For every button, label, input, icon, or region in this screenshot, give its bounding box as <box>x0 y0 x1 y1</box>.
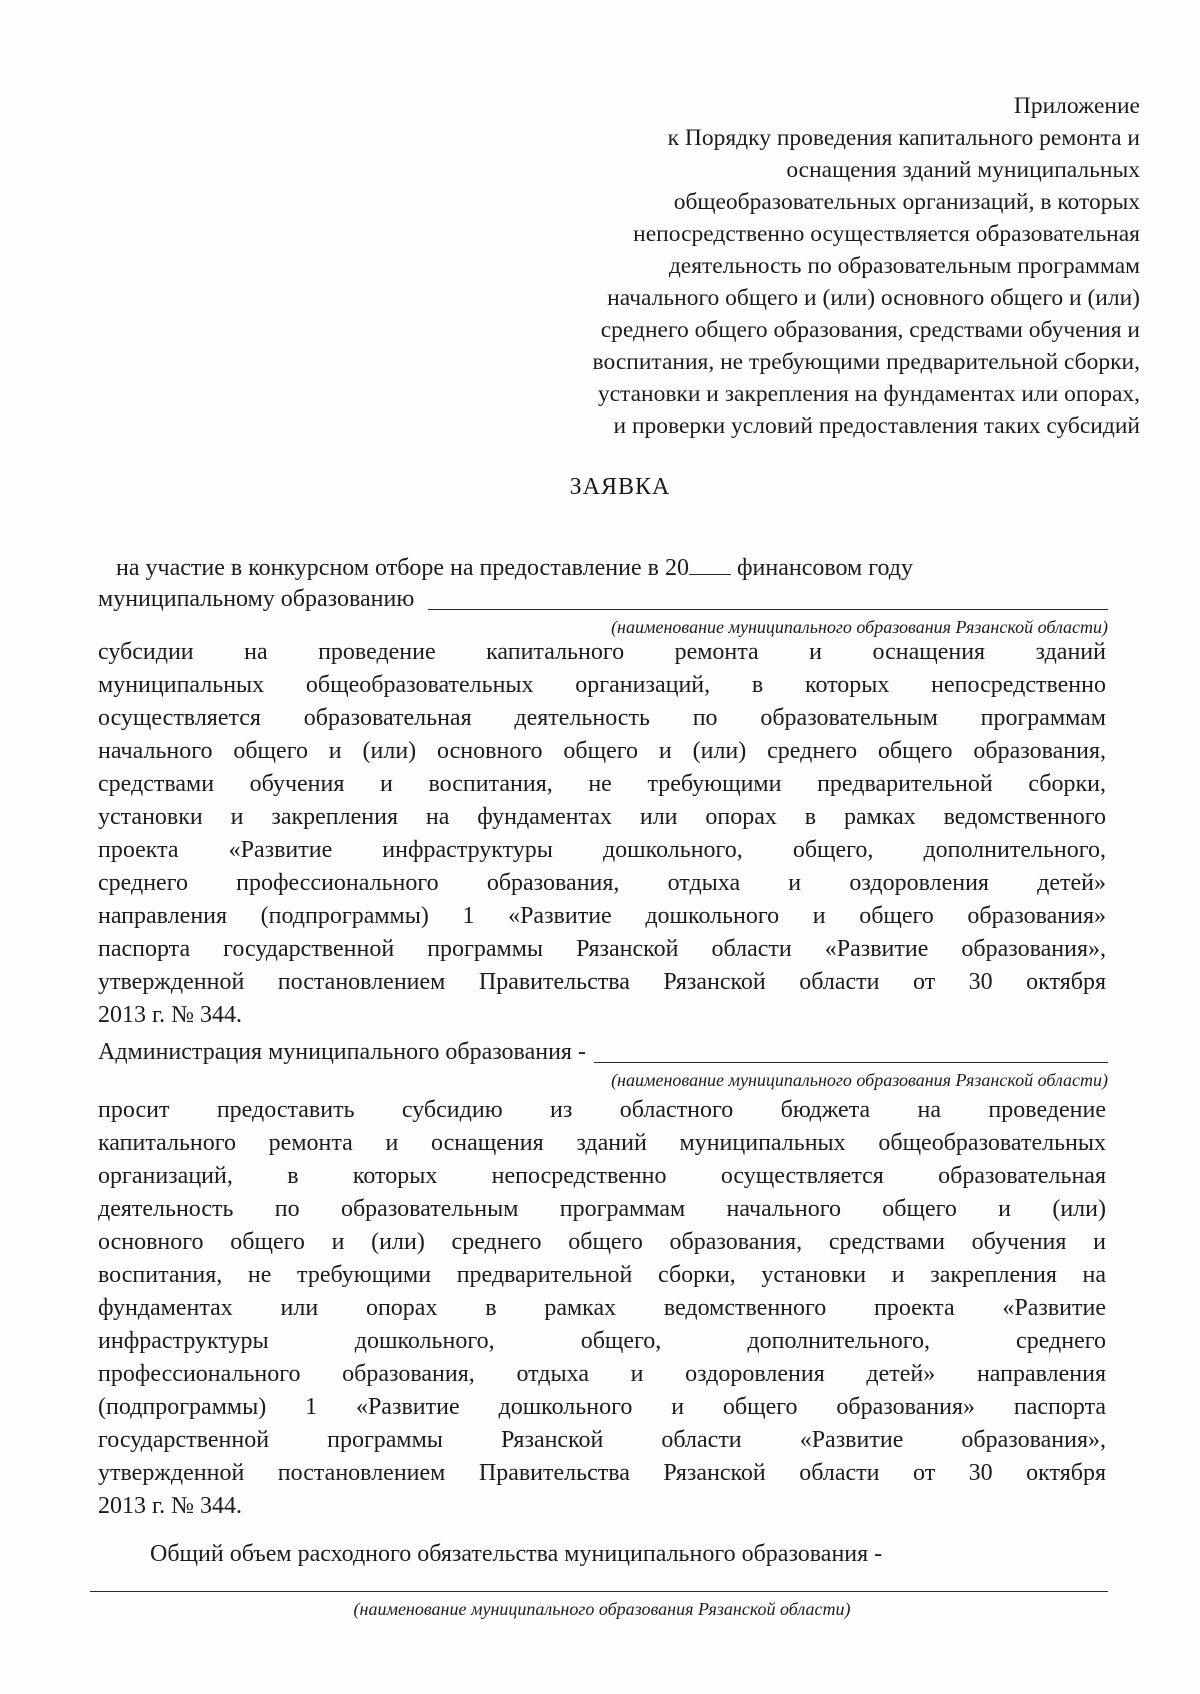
paragraph-line: установки и закрепления на фундаментах или опорах в рамках ведомственного <box>98 804 1106 830</box>
total-caption: (наименование муниципального образования Рязанской области) <box>353 1599 851 1619</box>
paragraph-line: просит предоставить субсидию из областного бюджета на проведение <box>98 1097 1106 1123</box>
administration-caption: (наименование муниципального образования Рязанской области) <box>611 1070 1108 1090</box>
paragraph-1 <box>98 636 1106 1032</box>
request-line-1 <box>98 550 1106 583</box>
administration-block <box>98 1036 1106 1091</box>
paragraph-line: государственной программы Рязанской области «Развитие образования», <box>98 1427 1106 1453</box>
appendix-line: установки и закрепления на фундаментах или опорах, <box>597 381 1140 407</box>
paragraph-line: профессионального образования, отдыха и оздоровления детей» направления <box>98 1361 1106 1387</box>
paragraph-line: утвержденной постановлением Правительства Рязанской области от 30 октября <box>98 969 1106 995</box>
paragraph-line: утвержденной постановлением Правительства Рязанской области от 30 октября <box>98 1460 1106 1486</box>
paragraph-line: осуществляется образовательная деятельность по образовательным программам <box>98 705 1106 731</box>
paragraph-line: проекта «Развитие инфраструктуры дошкольного, общего, дополнительного, <box>98 837 1106 863</box>
request-line-2 <box>98 583 1106 616</box>
appendix-line: оснащения зданий муниципальных <box>786 157 1140 183</box>
municipality-blank-field[interactable] <box>428 585 1108 610</box>
paragraph-line: паспорта государственной программы Рязанской области «Развитие образования», <box>98 936 1106 962</box>
administration-label: Администрация муниципального образования - <box>98 1039 586 1065</box>
year-blank-field[interactable] <box>689 550 731 575</box>
request-block <box>98 550 1106 638</box>
paragraph-line: основного общего и (или) среднего общего образования, средствами обучения и <box>98 1229 1106 1255</box>
paragraph-line: организаций, в которых непосредственно осуществляется образовательная <box>98 1163 1106 1189</box>
paragraph-line: воспитания, не требующими предварительной сборки, установки и закрепления на <box>98 1262 1106 1288</box>
paragraph-line: фундаментах или опорах в рамках ведомственного проекта «Развитие <box>98 1295 1106 1321</box>
appendix-line: среднего общего образования, средствами обучения и <box>600 317 1140 343</box>
appendix-line: воспитания, не требующими предварительной сборки, <box>592 349 1140 375</box>
appendix-line: и проверки условий предоставления таких субсидий <box>613 413 1140 439</box>
paragraph-last-line: 2013 г. № 344. <box>98 1002 243 1028</box>
appendix-line: начального общего и (или) основного общего и (или) <box>607 285 1140 311</box>
municipality-label: муниципальному образованию <box>98 586 415 612</box>
request-text: на участие в конкурсном отборе на предоставление в 20 <box>116 555 689 581</box>
paragraph-line: муниципальных общеобразовательных организаций, в которых непосредственно <box>98 672 1106 698</box>
total-label: Общий объем расходного обязательства муниципального образования - <box>150 1541 883 1567</box>
request-text: финансовом году <box>730 555 914 581</box>
appendix-line: непосредственно осуществляется образовательная <box>633 221 1140 247</box>
paragraph-line: капитального ремонта и оснащения зданий муниципальных общеобразовательных <box>98 1130 1106 1156</box>
appendix-line: Приложение <box>1013 93 1140 119</box>
appendix-line: к Порядку проведения капитального ремонта и <box>667 125 1140 151</box>
paragraph-line: средствами обучения и воспитания, не требующими предварительной сборки, <box>98 771 1106 797</box>
paragraph-line: инфраструктуры дошкольного, общего, дополнительного, среднего <box>98 1328 1106 1354</box>
paragraph-line: (подпрограммы) 1 «Развитие дошкольного и общего образования» паспорта <box>98 1394 1106 1420</box>
paragraph-line: деятельность по образовательным программам начального общего и (или) <box>98 1196 1106 1222</box>
paragraph-line: субсидии на проведение капитального ремонта и оснащения зданий <box>98 639 1106 665</box>
appendix-line: общеобразовательных организаций, в которых <box>673 189 1140 215</box>
paragraph-last-line: 2013 г. № 344. <box>98 1493 243 1519</box>
document-title: ЗАЯВКА <box>569 474 671 500</box>
paragraph-line: среднего профессионального образования, отдыха и оздоровления детей» <box>98 870 1106 896</box>
total-blank-field[interactable] <box>90 1571 1108 1592</box>
paragraph-2 <box>98 1094 1106 1523</box>
appendix-header <box>440 90 1140 442</box>
paragraph-line: направления (подпрограммы) 1 «Развитие дошкольного и общего образования» <box>98 903 1106 929</box>
total-block <box>98 1538 1106 1620</box>
municipality-caption: (наименование муниципального образования Рязанской области) <box>611 617 1108 637</box>
appendix-line: деятельность по образовательным программам <box>668 253 1140 279</box>
administration-line <box>98 1036 1106 1069</box>
administration-blank-field[interactable] <box>594 1038 1108 1063</box>
paragraph-line: начального общего и (или) основного общего и (или) среднего общего образования, <box>98 738 1106 764</box>
